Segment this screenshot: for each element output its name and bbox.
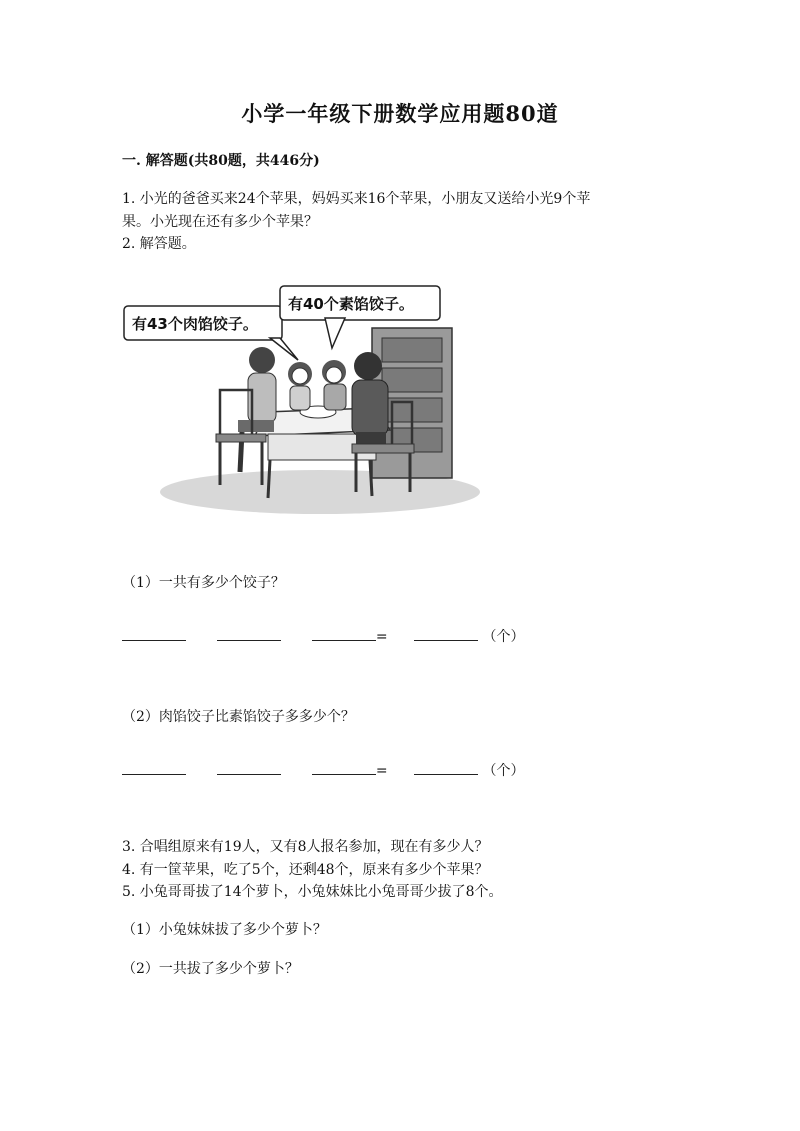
equals-sign: = xyxy=(375,629,388,645)
question-2-sub-2: （2）肉馅饺子比素馅饺子多多少个？ xyxy=(122,709,355,725)
question-5: 5. 小兔哥哥拔了14个萝卜，小兔妹妹比小兔哥哥少拔了8个。 xyxy=(122,884,503,900)
answer-blank[interactable] xyxy=(122,628,186,641)
question-2-label: 2. 解答题。 xyxy=(122,236,196,252)
question-3: 3. 合唱组原来有19人，又有8人报名参加，现在有多少人？ xyxy=(122,839,489,855)
unit-label: （个） xyxy=(482,629,525,645)
speech-bubble-left-text: 有43个肉馅饺子。 xyxy=(132,315,258,333)
boy-figure xyxy=(322,360,346,410)
answer-blank[interactable] xyxy=(414,628,478,641)
answer-blank[interactable] xyxy=(217,762,281,775)
page-title: 小学一年级下册数学应用题80道 xyxy=(241,101,559,126)
question-1-line-2: 果。小光现在还有多少个苹果？ xyxy=(122,214,318,230)
girl-figure xyxy=(288,362,312,410)
question-1-line-1: 1. 小光的爸爸买来24个苹果，妈妈买来16个苹果，小朋友又送给小光9个苹 xyxy=(122,191,591,207)
dumpling-family-illustration xyxy=(120,280,480,530)
equals-sign: = xyxy=(375,763,388,779)
question-4: 4. 有一筐苹果，吃了5个，还剩48个，原来有多少个苹果？ xyxy=(122,862,489,878)
question-2-sub-1: （1）一共有多少个饺子？ xyxy=(122,575,285,591)
section-heading: 一. 解答题(共80题，共446分) xyxy=(122,153,320,169)
answer-blank[interactable] xyxy=(217,628,281,641)
answer-blank[interactable] xyxy=(312,762,376,775)
answer-row-2 xyxy=(122,760,524,780)
speech-bubble-right-text: 有40个素馅饺子。 xyxy=(288,295,414,313)
question-5-sub-2: （2）一共拔了多少个萝卜？ xyxy=(122,961,299,977)
unit-label: （个） xyxy=(482,763,525,779)
answer-row-1 xyxy=(122,626,524,646)
question-5-sub-1: （1）小兔妹妹拔了多少个萝卜？ xyxy=(122,922,327,938)
answer-blank[interactable] xyxy=(414,762,478,775)
answer-blank[interactable] xyxy=(122,762,186,775)
answer-blank[interactable] xyxy=(312,628,376,641)
